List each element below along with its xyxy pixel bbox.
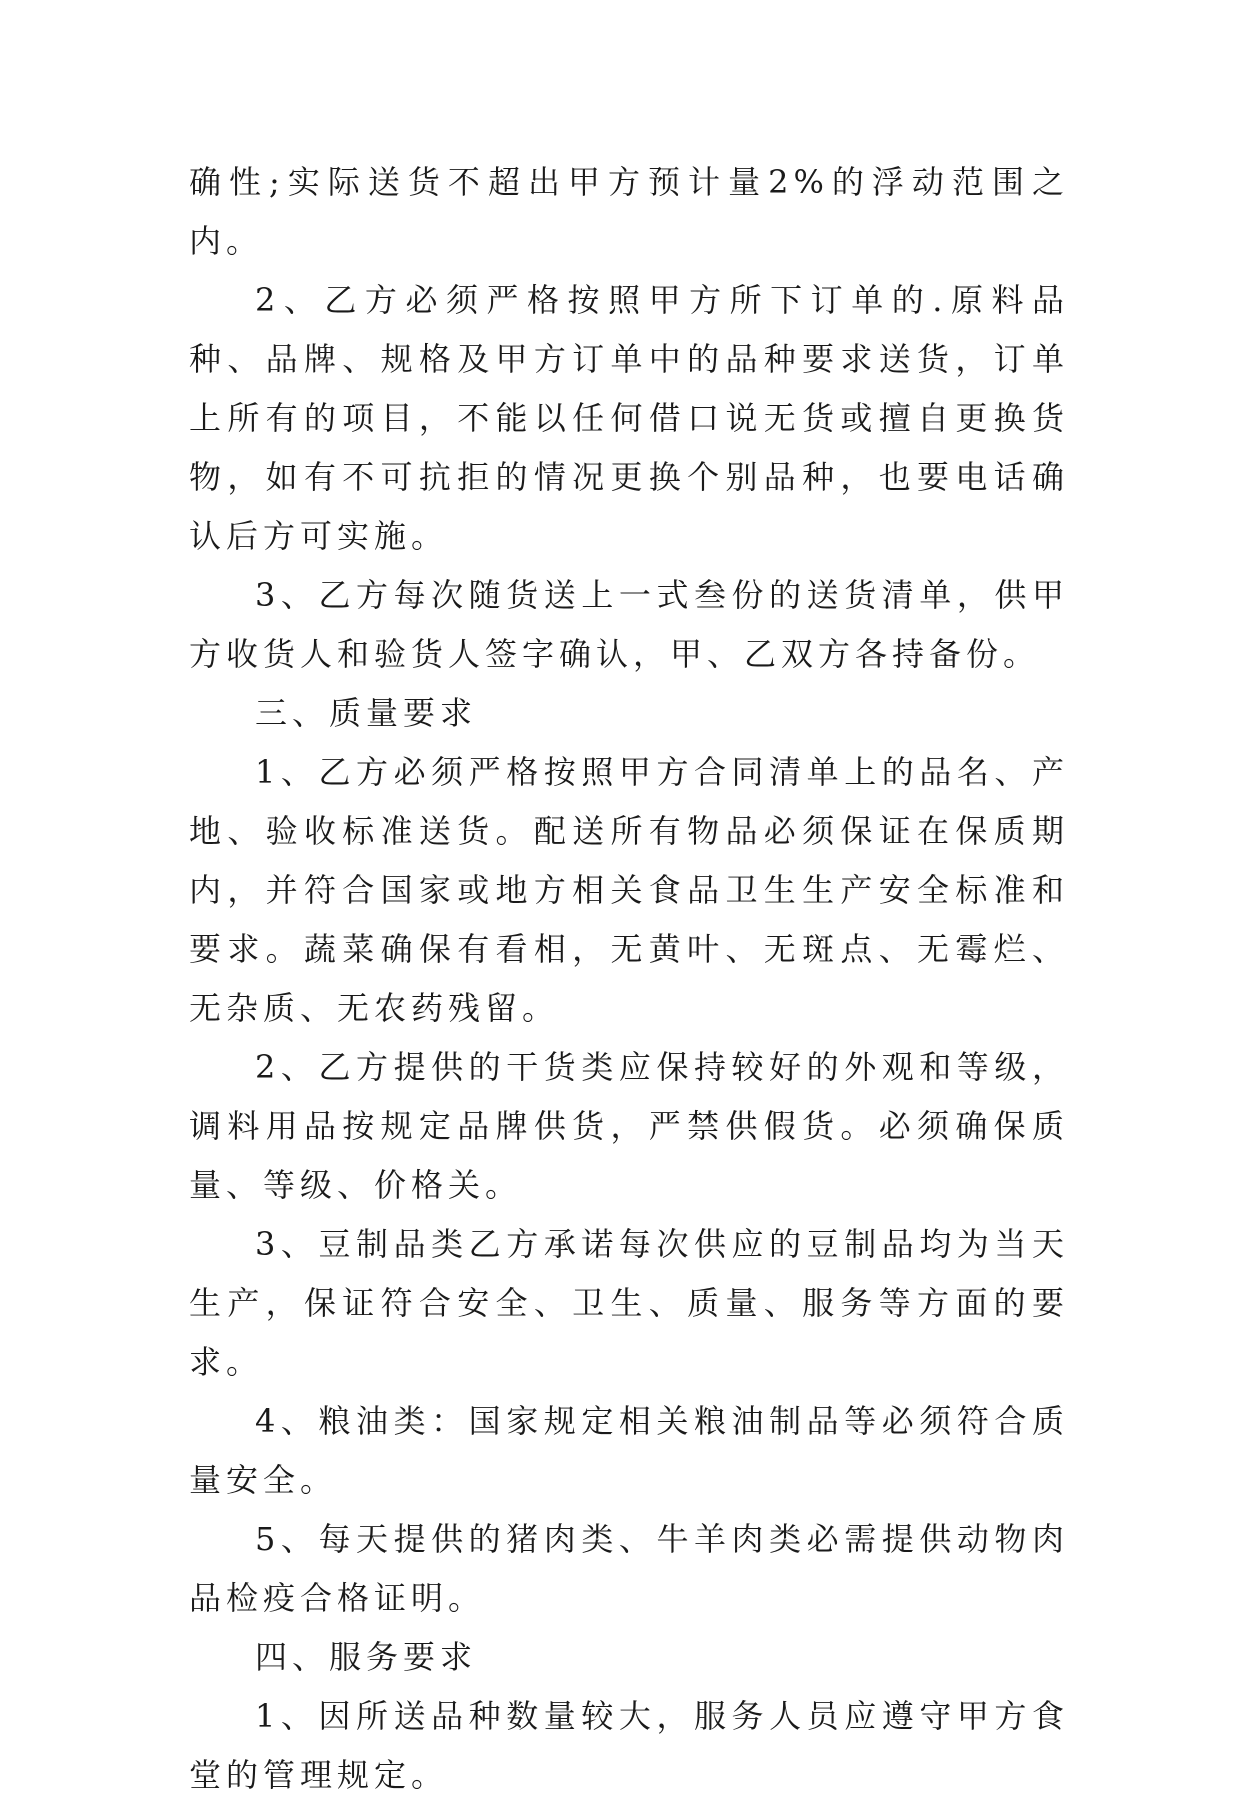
paragraph-bean-products: 3、豆制品类乙方承诺每次供应的豆制品均为当天生产，保证符合安全、卫生、质量、服务等方面的要求。 [189,1225,1069,1381]
paragraph-meat-inspection: 5、每天提供的猪肉类、牛羊肉类必需提供动物肉品检疫合格证明。 [189,1520,1069,1617]
paragraph-grain-oil: 4、粮油类：国家规定相关粮油制品等必须符合质量安全。 [189,1402,1069,1499]
document-body [189,153,1069,1805]
paragraph-service-rules: 1、因所送品种数量较大，服务人员应遵守甲方食堂的管理规定。 [189,1697,1069,1794]
section-heading-quality: 三、质量要求 [255,694,478,732]
paragraph-delivery-accuracy: 确性;实际送货不超出甲方预计量2%的浮动范围之内。 [189,163,1069,260]
section-heading-service: 四、服务要求 [255,1638,478,1676]
paragraph-delivery-list: 3、乙方每次随货送上一式叁份的送货清单，供甲方收货人和验货人签字确认，甲、乙双方各持备份。 [189,576,1069,673]
paragraph-quality-standards: 1、乙方必须严格按照甲方合同清单上的品名、产地、验收标准送货。配送所有物品必须保证在保质期内，并符合国家或地方相关食品卫生生产安全标准和要求。蔬菜确保有看相，无黄叶、无斑点、无霉烂、无杂质、无农药残留。 [189,753,1069,1027]
paragraph-dry-goods: 2、乙方提供的干货类应保持较好的外观和等级，调料用品按规定品牌供货，严禁供假货。必须确保质量、等级、价格关。 [189,1048,1069,1204]
paragraph-order-compliance: 2、乙方必须严格按照甲方所下订单的.原料品种、品牌、规格及甲方订单中的品种要求送货，订单上所有的项目，不能以任何借口说无货或擅自更换货物，如有不可抗拒的情况更换个别品种，也要电话确认后方可实施。 [189,281,1069,555]
